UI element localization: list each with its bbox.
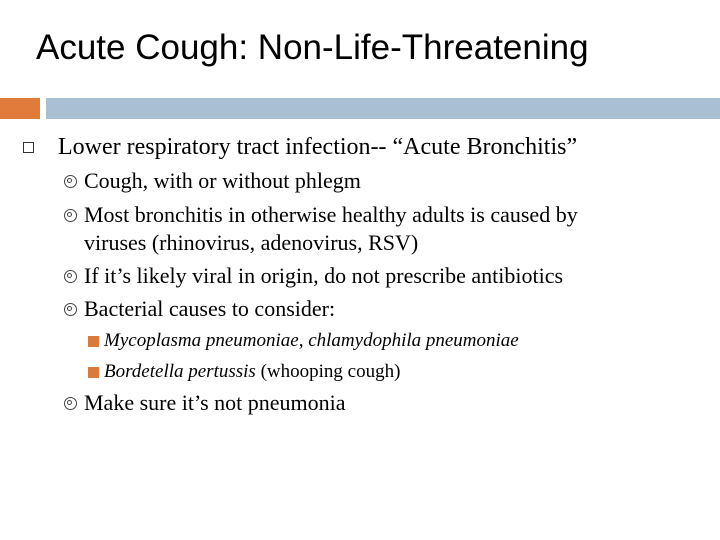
bullet-bronchitis-cause-line2: viruses (rhinovirus, adenovirus, RSV) xyxy=(84,230,419,255)
bullet-viral-origin: If it’s likely viral in origin, do not prescribe antibiotics xyxy=(84,263,564,288)
circle-bullet-icon xyxy=(64,270,77,283)
bullet-bordetella xyxy=(104,360,400,384)
bullet-lower-respiratory: Lower respiratory tract infection-- “Acute Bronchitis” xyxy=(58,134,578,160)
bordetella-species: Bordetella pertussis xyxy=(104,361,256,382)
circle-bullet-icon xyxy=(64,303,77,316)
circle-bullet-icon xyxy=(64,397,77,410)
bullet-bacterial-causes: Bacterial causes to consider: xyxy=(84,296,336,321)
bullet-cough-phlegm: Cough, with or without phlegm xyxy=(84,168,361,193)
slide-title: Acute Cough: Non-Life-Threatening xyxy=(36,28,589,67)
bullet-not-pneumonia: Make sure it’s not pneumonia xyxy=(84,390,346,415)
filled-square-bullet-icon xyxy=(88,367,99,378)
bordetella-note: (whooping cough) xyxy=(255,361,401,382)
circle-bullet-icon xyxy=(64,175,77,188)
bullet-bronchitis-cause-line1: Most bronchitis in otherwise healthy adults is caused by xyxy=(84,202,578,227)
filled-square-bullet-icon xyxy=(88,336,99,347)
square-outline-bullet-icon xyxy=(23,142,34,153)
bullet-mycoplasma: Mycoplasma pneumoniae, chlamydophila pneumoniae xyxy=(104,330,519,351)
circle-bullet-icon xyxy=(64,209,77,222)
